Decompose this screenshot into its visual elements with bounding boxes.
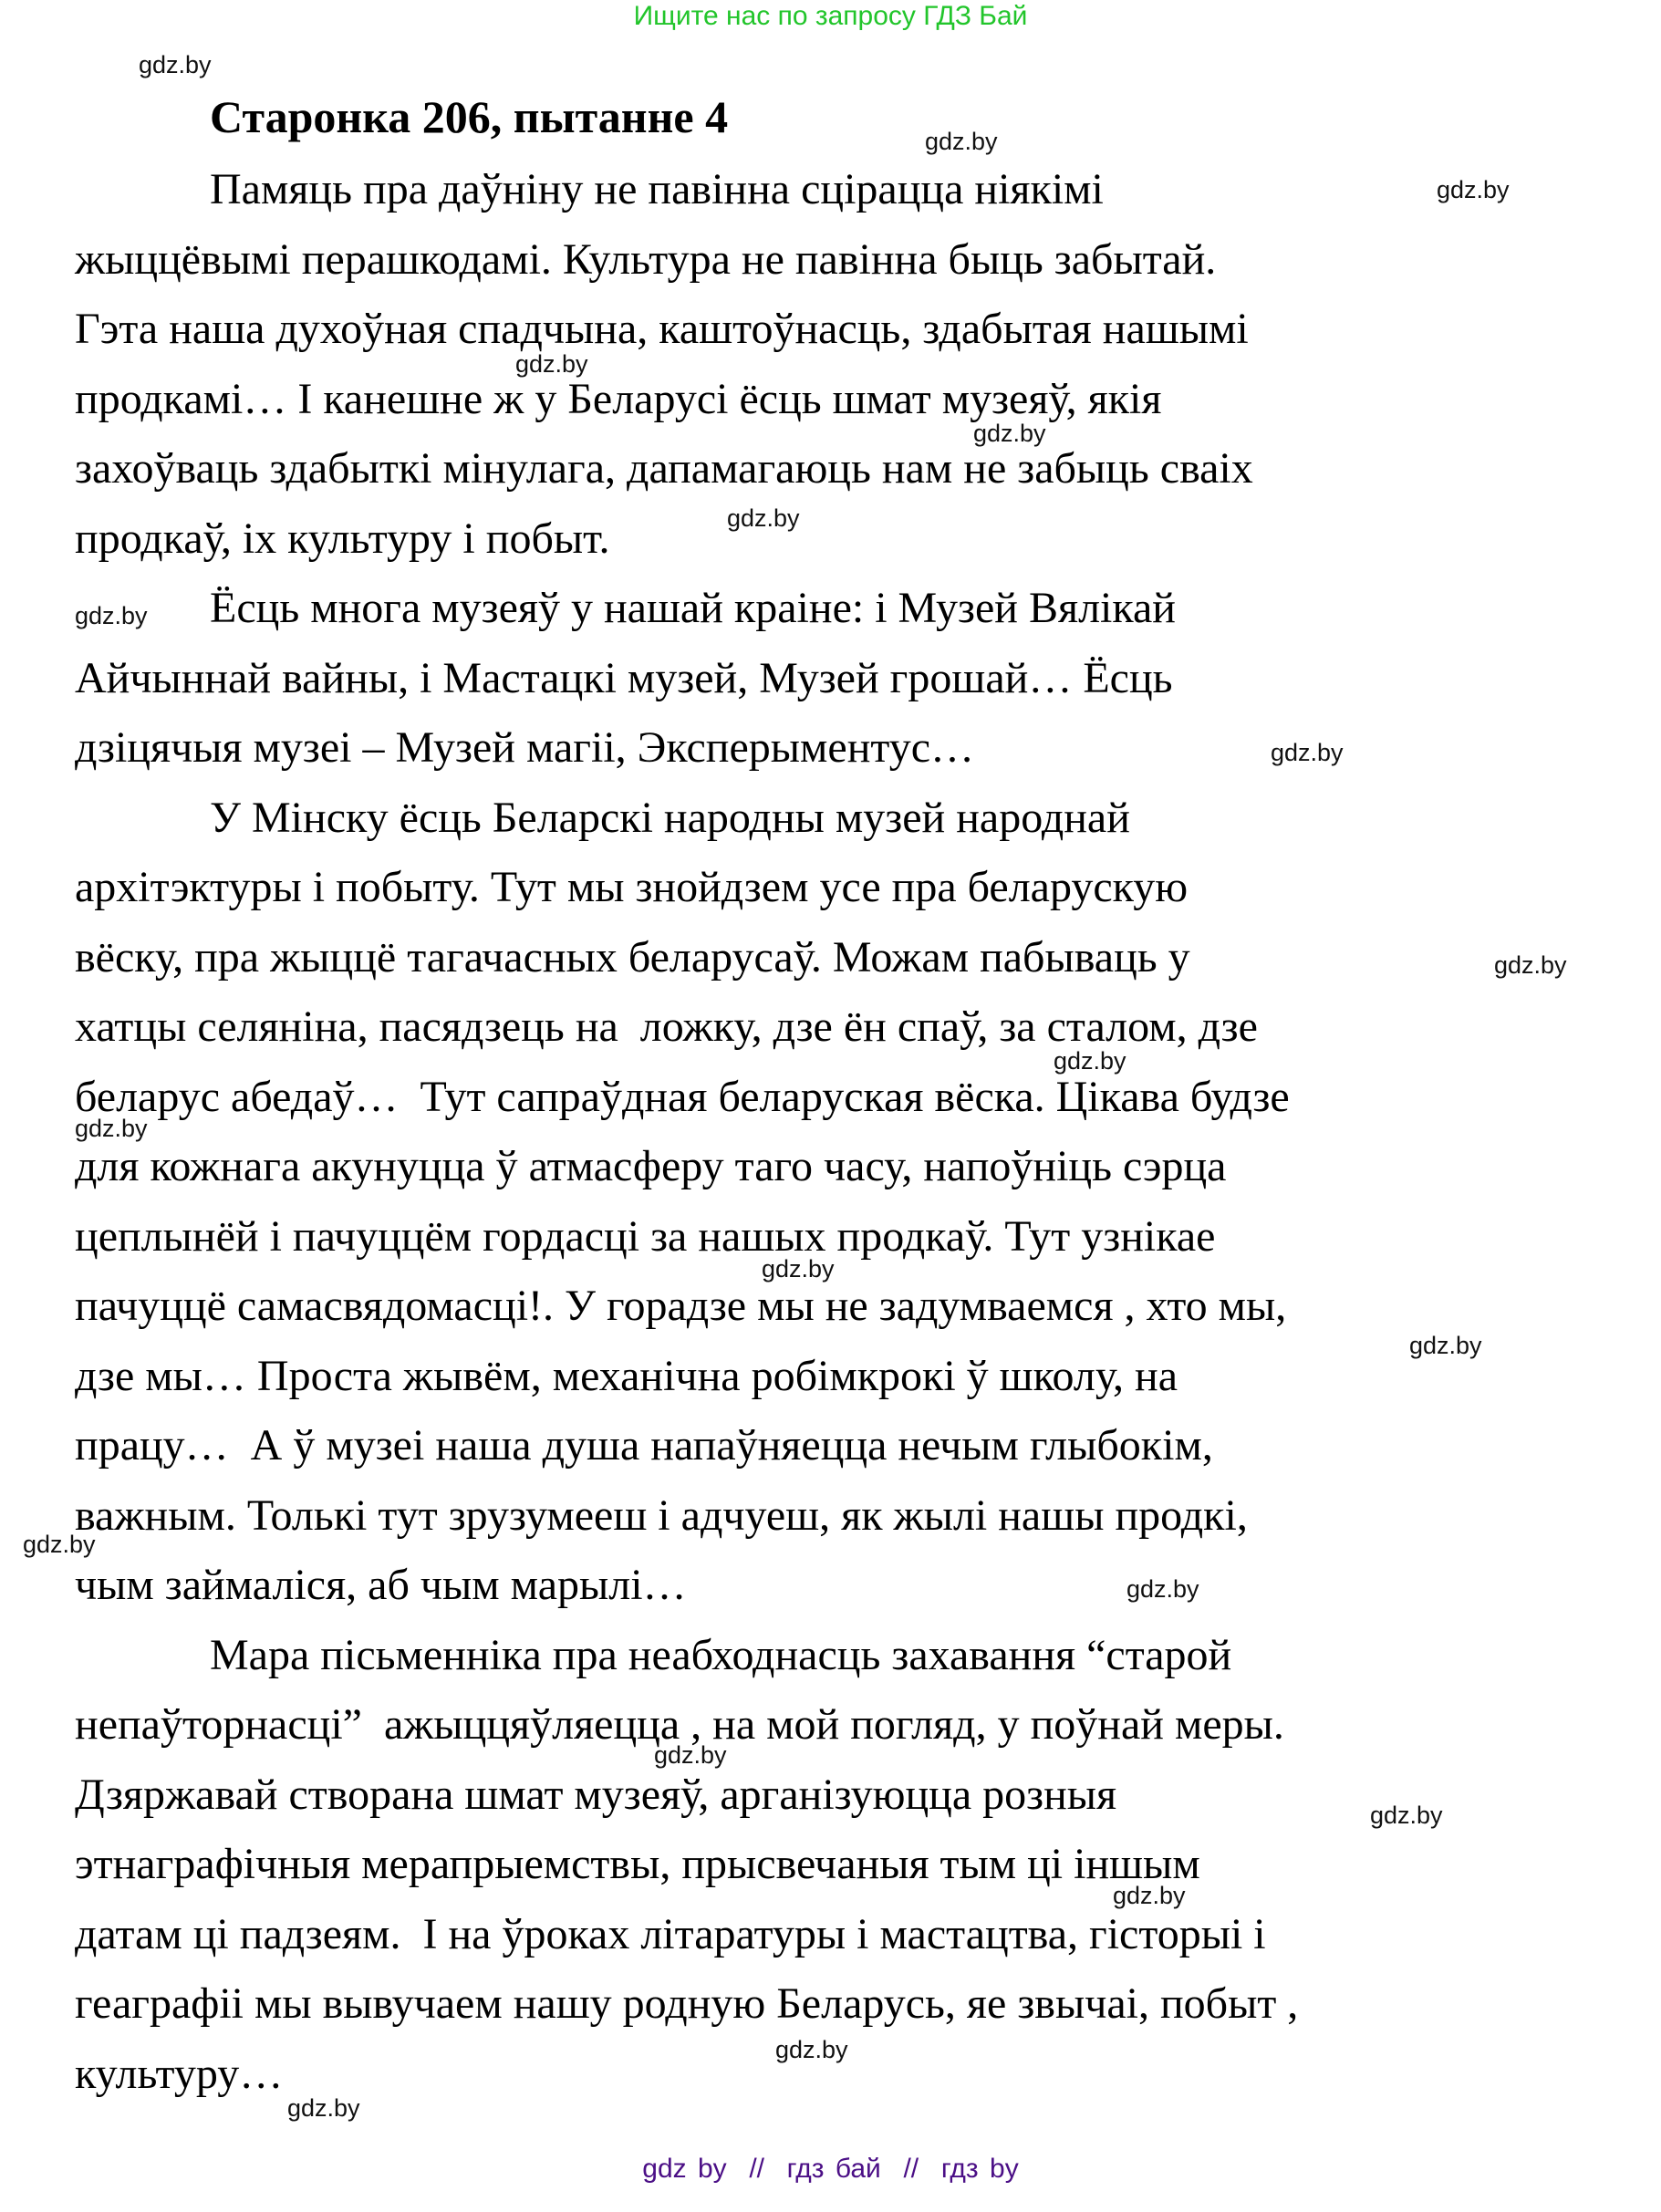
text-line: захоўваць здабыткі мінулага, дапамагаюць нам не забыць сваіх	[75, 444, 1253, 493]
text-line: Айчыннай вайны, і Мастацкі музей, Музей грошай… Ёсць	[75, 654, 1173, 702]
watermark: gdz.by	[1370, 1802, 1443, 1829]
text-line: пачуццё самасвядомасці!. У горадзе мы не задумваемся , хто мы,	[75, 1282, 1287, 1330]
watermark: gdz.by	[287, 2094, 360, 2122]
search-banner[interactable]: Ищите нас по запросу ГДЗ Бай	[633, 1, 1028, 31]
watermark: gdz.by	[515, 350, 588, 378]
text-line: жыццёвымі перашкодамі. Культура не павінна быць забытай.	[75, 235, 1217, 284]
watermark: gdz.by	[23, 1531, 96, 1558]
text-line: культуру…	[75, 2050, 284, 2098]
watermark: gdz.by	[925, 128, 998, 155]
text-line: Мара пісьменніка пра неабходнасць захавання “старой	[210, 1631, 1232, 1679]
text-line: Гэта наша духоўная спадчына, каштоўнасць, здабытая нашымі	[75, 305, 1249, 353]
watermark: gdz.by	[1409, 1332, 1482, 1359]
watermark: gdz.by	[727, 504, 800, 532]
page-title: Старонка 206, пытанне 4	[210, 91, 729, 142]
watermark: gdz.by	[775, 2036, 848, 2063]
watermark: gdz.by	[139, 51, 212, 78]
watermark: gdz.by	[1494, 951, 1567, 979]
watermark: gdz.by	[75, 602, 148, 629]
text-line: вёску, пра жыццё тагачасных беларусаў. Можам пабываць у	[75, 933, 1190, 981]
text-line: продкаў, іх культуру і побыт.	[75, 514, 610, 563]
text-line: цеплынёй і пачуццём гордасці за нашых продкаў. Тут узнікае	[75, 1212, 1216, 1261]
watermark: gdz.by	[973, 420, 1046, 447]
text-line: хатцы селяніна, пасядзець на ложку, дзе ён спаў, за сталом, дзе	[75, 1002, 1258, 1051]
text-line: чым займаліся, аб чым марылі…	[75, 1561, 687, 1609]
text-line: Ёсць многа музеяў у нашай краіне: і Музей Вялікай	[210, 584, 1176, 632]
watermark: gdz.by	[1126, 1575, 1199, 1603]
text-line: У Мінску ёсць Беларскі народны музей народнай	[210, 794, 1130, 842]
text-line: непаўторнасці” ажыццяўляецца , на мой погляд, у поўнай меры.	[75, 1700, 1284, 1749]
watermark: gdz.by	[762, 1255, 835, 1283]
watermark: gdz.by	[654, 1741, 727, 1769]
text-line: датам ці падзеям. І на ўроках літаратуры і мастацтва, гісторыі і	[75, 1910, 1266, 1958]
watermark: gdz.by	[75, 1115, 148, 1142]
text-line: дзе мы… Проста жывём, механічна робімкрокі ў школу, на	[75, 1352, 1178, 1400]
text-line: Дзяржавай створана шмат музеяў, арганізуюцца розныя	[75, 1771, 1117, 1819]
text-line: беларус абедаў… Тут сапраўдная беларуская вёска. Цікава будзе	[75, 1073, 1290, 1121]
watermark: gdz.by	[1054, 1047, 1126, 1075]
text-line: працу… А ў музеі наша душа напаўняецца нечым глыбокім,	[75, 1421, 1213, 1469]
watermark: gdz.by	[1271, 739, 1344, 766]
text-line: продкамі… І канешне ж у Беларусі ёсць шмат музеяў, якія	[75, 375, 1162, 423]
text-line: важным. Толькі тут зрузумееш і адчуеш, як жылі нашы продкі,	[75, 1491, 1248, 1540]
text-line: этнаграфічныя мерапрыемствы, прысвечаныя тым ці іншым	[75, 1840, 1200, 1888]
text-line: для кожнага акунуцца ў атмасферу таго часу, напоўніць сэрца	[75, 1142, 1227, 1190]
watermark: gdz.by	[1437, 176, 1510, 203]
text-line: геаграфіі мы вывучаем нашу родную Беларусь, яе звычаі, побыт ,	[75, 1979, 1299, 2028]
watermark: gdz.by	[1113, 1882, 1186, 1909]
text-line: дзіцячыя музеі – Музей магіі, Эксперыментус…	[75, 723, 975, 772]
text-line: архітэктуры і побыту. Тут мы знойдзем усе пра беларускую	[75, 863, 1189, 911]
text-line: Памяць пра даўніну не павінна сціраццa ніякімі	[210, 165, 1104, 213]
footer-links[interactable]: gdz by // гдз бай // гдз by	[642, 2154, 1019, 2184]
